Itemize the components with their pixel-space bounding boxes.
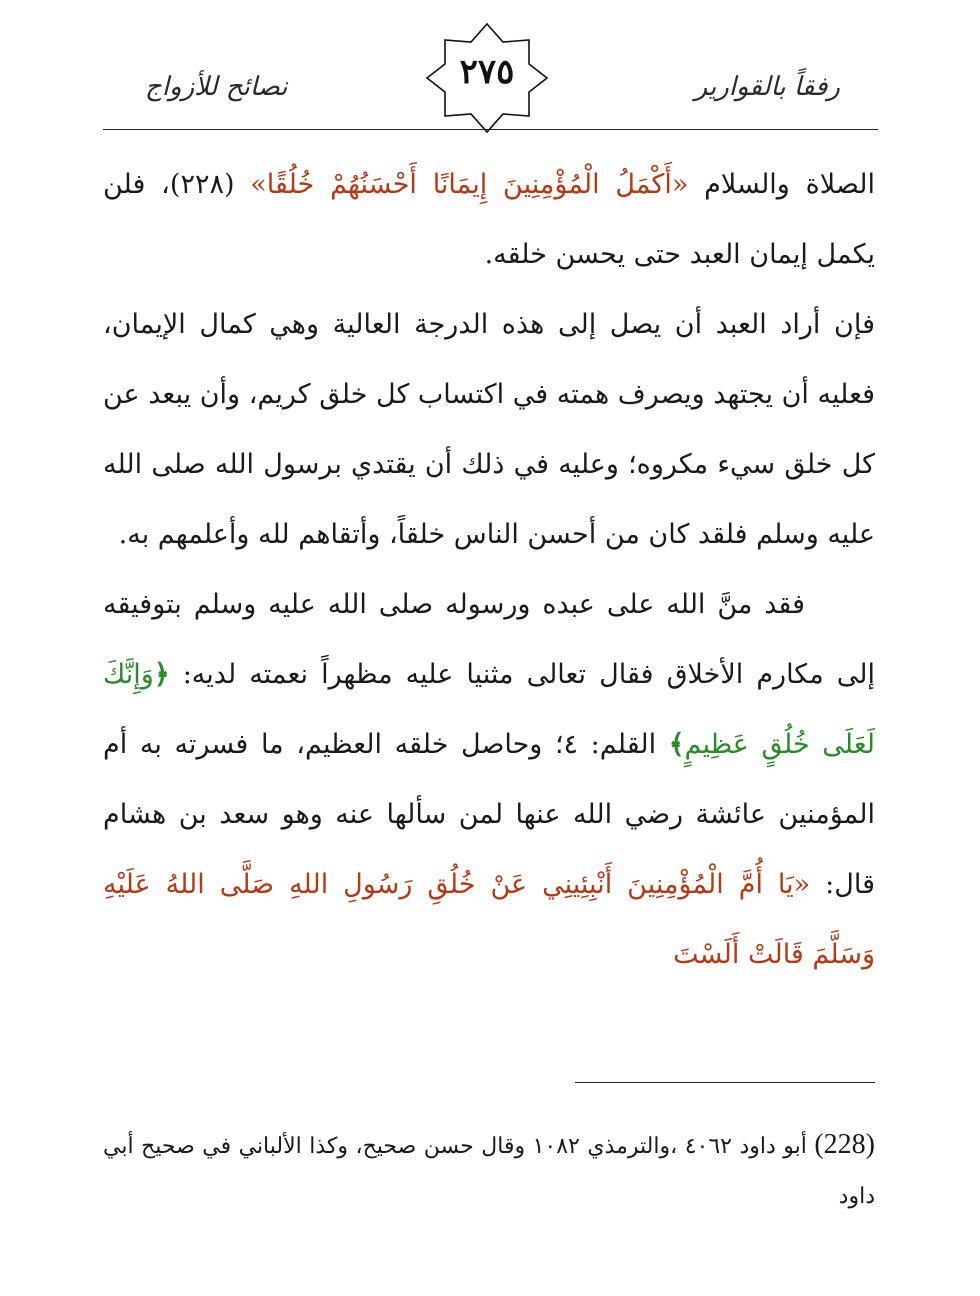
- footnote-text: أبو داود ٤٠٦٢ ،والترمذي ١٠٨٢ وقال حسن صحيح، وكذا الألباني في صحيح أبي داود: [103, 1134, 875, 1209]
- paragraph-2: فإن أراد العبد أن يصل إلى هذه الدرجة العالية وهي كمال الإيمان، فعليه أن يجتهد ويصرف همته في اكتساب كل خلق كريم، وأن يبعد عن كل خلق سيء مكروه؛ وعليه في ذلك أن يقتدي برسول الله صلى الله عليه وسلم فلقد كان من أحسن الناس خلقاً، وأتقاهم لله وأعلمهم به.: [103, 309, 875, 550]
- page-header: [0, 0, 980, 140]
- page-number: ٢٧٥: [459, 52, 515, 92]
- footnote: [103, 1120, 875, 1222]
- footnote-separator: [575, 1082, 875, 1083]
- paragraph-1: [103, 150, 875, 290]
- p1-intro: الصلاة والسلام: [688, 169, 876, 200]
- p1-conclusion: (٢٢٨)، فلن يكمل إيمان العبد حتى يحسن خلقه.: [103, 169, 875, 270]
- quran-brace-open: ﴿: [153, 659, 170, 690]
- paragraph-3: [103, 570, 875, 990]
- header-rule: [103, 129, 878, 130]
- p3-middle: القلم: ٤؛ وحاصل خلقه العظيم، ما فسرته به أم المؤمنين عائشة رضي الله عنها لمن سألها عنه وهو سعد بن هشام قال:: [103, 729, 875, 900]
- hadith-quote-2: «يَا أُمَّ الْمُؤْمِنِينَ أَنْبِئِينِي عَنْ خُلُقِ رَسُولِ اللهِ صَلَّى اللهُ عَلَيْهِ وَسَلَّمَ قَالَتْ أَلَسْتَ: [103, 869, 875, 970]
- running-title-right: رفقاً بالقوارير: [694, 72, 840, 102]
- page-number-badge: [425, 22, 549, 134]
- quran-verse: وَإِنَّكَ لَعَلَى خُلُقٍ عَظِيمٍ: [103, 659, 875, 760]
- hadith-quote-1: «أَكْمَلُ الْمُؤْمِنِينَ إِيمَانًا أَحْسَنُهُمْ خُلُقًا»: [250, 169, 689, 200]
- p3-intro: فقد منَّ الله على عبده ورسوله صلى الله عليه وسلم بتوفيقه إلى مكارم الأخلاق فقال تعالى مثنيا عليه مظهراً نعمته لديه:: [103, 589, 875, 690]
- footnote-number: (228): [814, 1129, 875, 1160]
- main-text: [103, 150, 875, 990]
- running-title-left: نصائح للأزواج: [145, 72, 288, 102]
- quran-brace-close: ﴾: [668, 729, 685, 760]
